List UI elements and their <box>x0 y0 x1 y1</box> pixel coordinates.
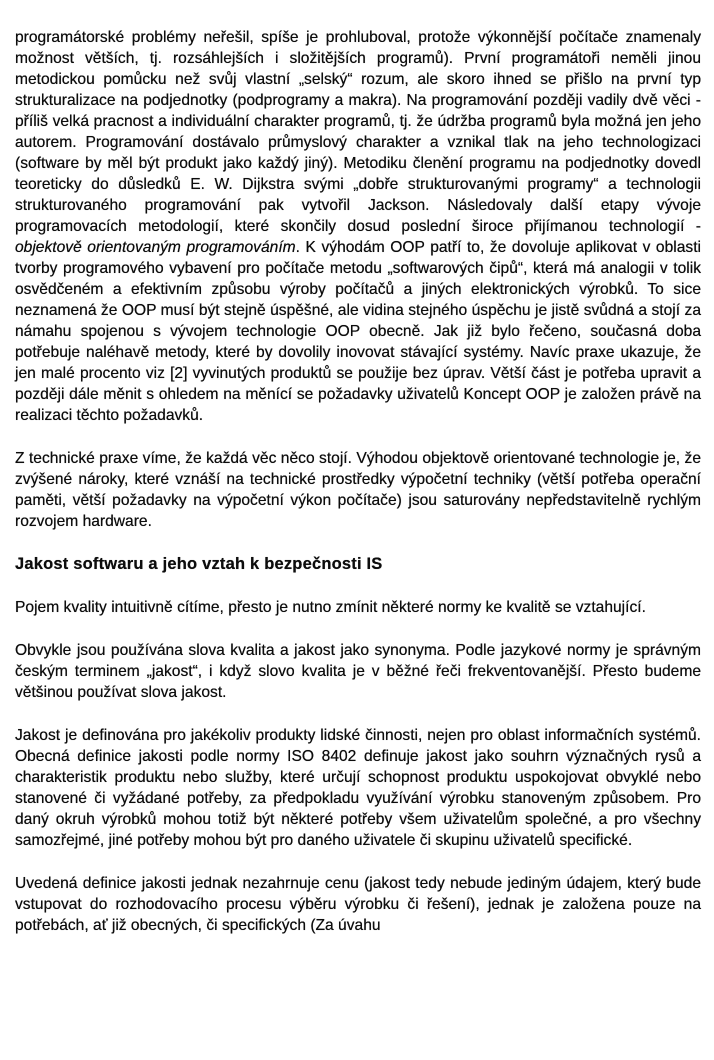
paragraph-kvalita-jakost-synonyms: Obvykle jsou používána slova kvalita a jakost jako synonyma. Podle jazykové normy je správným českým terminem „jakost“, i když slovo kvalita je v běžné řeči frekventovanější. Přesto budeme většinou používat slova jakost. <box>15 642 701 701</box>
paragraph-italic-term: objektově orientovaným programováním <box>15 239 296 256</box>
paragraph-iso-8402-definition: Jakost je definována pro jakékoliv produkty lidské činnosti, nejen pro oblast informačních systémů. Obecná definice jakosti podle normy ISO 8402 definuje jakost jako souhrn význačných rysů a charakteristik produktu nebo služby, které určují schopnost produktu uspokojovat obvyklé nebo stanovené či vyžádané potřeby, za předpokladu využívání výrobku stanoveným způsobem. Pro daný okruh výrobků mohou totiž být některé potřeby všem uživatelům společné, a pro všechny samozřejmé, jiné potřeby mohou být pro daného uživatele či skupinu uživatelů specifické. <box>15 727 701 849</box>
paragraph-definition-notes: Uvedená definice jakosti jednak nezahrnuje cenu (jakost tedy nebude jediným údajem, který bude vstupovat do rozhodovacího procesu výběru výrobku či řešení), jednak je založena pouze na potřebách, ať již obecných, či specifických (Za úvahu <box>15 875 701 934</box>
paragraph-text: . K výhodám OOP patří to, že dovoluje aplikovat v oblasti tvorby programového vybavení pro počítače metodu „softwarových čipů“, která má analogii v tolik osvědčeném a efektivním způsobu výroby počítačů a jiných elektronických výrobků. To sice neznamená že OOP musí být stejně úspěšné, ale vidina stejného úspěchu je jistě svůdná a stojí za námahu spojenou s vývojem technologie OOP obecně. Jak již bylo řečeno, současná doba potřebuje naléhavě metody, které by dovolily inovovat stávající systémy. Navíc praxe ukazuje, že jen malé procento viz [2] vyvinutých produktů se použije bez úprav. Větší část je potřeba upravit a později dále měnit s ohledem na měnící se požadavky uživatelů Koncept OOP je založen právě na realizaci těchto požadavků. <box>15 239 701 424</box>
paragraph-technical-practice: Z technické praxe víme, že každá věc něco stojí. Výhodou objektově orientované technologie je, že zvýšené nároky, které vznáší na technické prostředky výpočetní techniky (větší potřeba operační paměti, větší požadavky na výpočetní výkon počítače) jsou saturovány nepředstavitelně rychlým rozvojem hardware. <box>15 450 701 530</box>
paragraph-quality-intro: Pojem kvality intuitivně cítíme, přesto je nutno zmínit některé normy ke kvalitě se vztahující. <box>15 599 646 616</box>
section-heading-jakost-softwaru: Jakost softwaru a jeho vztah k bezpečnosti IS <box>15 555 383 573</box>
paragraph-oop-history <box>15 27 701 426</box>
paragraph-text: programátorské problémy neřešil, spíše je prohluboval, protože výkonnější počítače znamenaly možnost větších, tj. rozsáhlejších i složitějších programů). První programátoři neměli jinou metodickou pomůcku než svůj vlastní „selský“ rozum, ale skoro ihned se přišlo na první typ strukturalizace na podjednotky (podprogramy a makra). Na programování později vadily dvě věci - příliš velká pracnost a individuální charakter programů, tj. že údržba programů byla možná jen jeho autorem. Programování dostávalo průmyslový charakter a vznikal tlak na jeho technologizaci (software by měl být produkt jako každý jiný). Metodiku členění programu na podjednotky dovedl teoreticky do důsledků E. W. Dijkstra svými „dobře strukturovanými programy“ a technologii strukturovaného programování pak vytvořil Jackson. Následovaly další etapy vývoje programovacích metodologií, které skončily dosud poslední široce přijímanou technologií - <box>15 29 701 235</box>
